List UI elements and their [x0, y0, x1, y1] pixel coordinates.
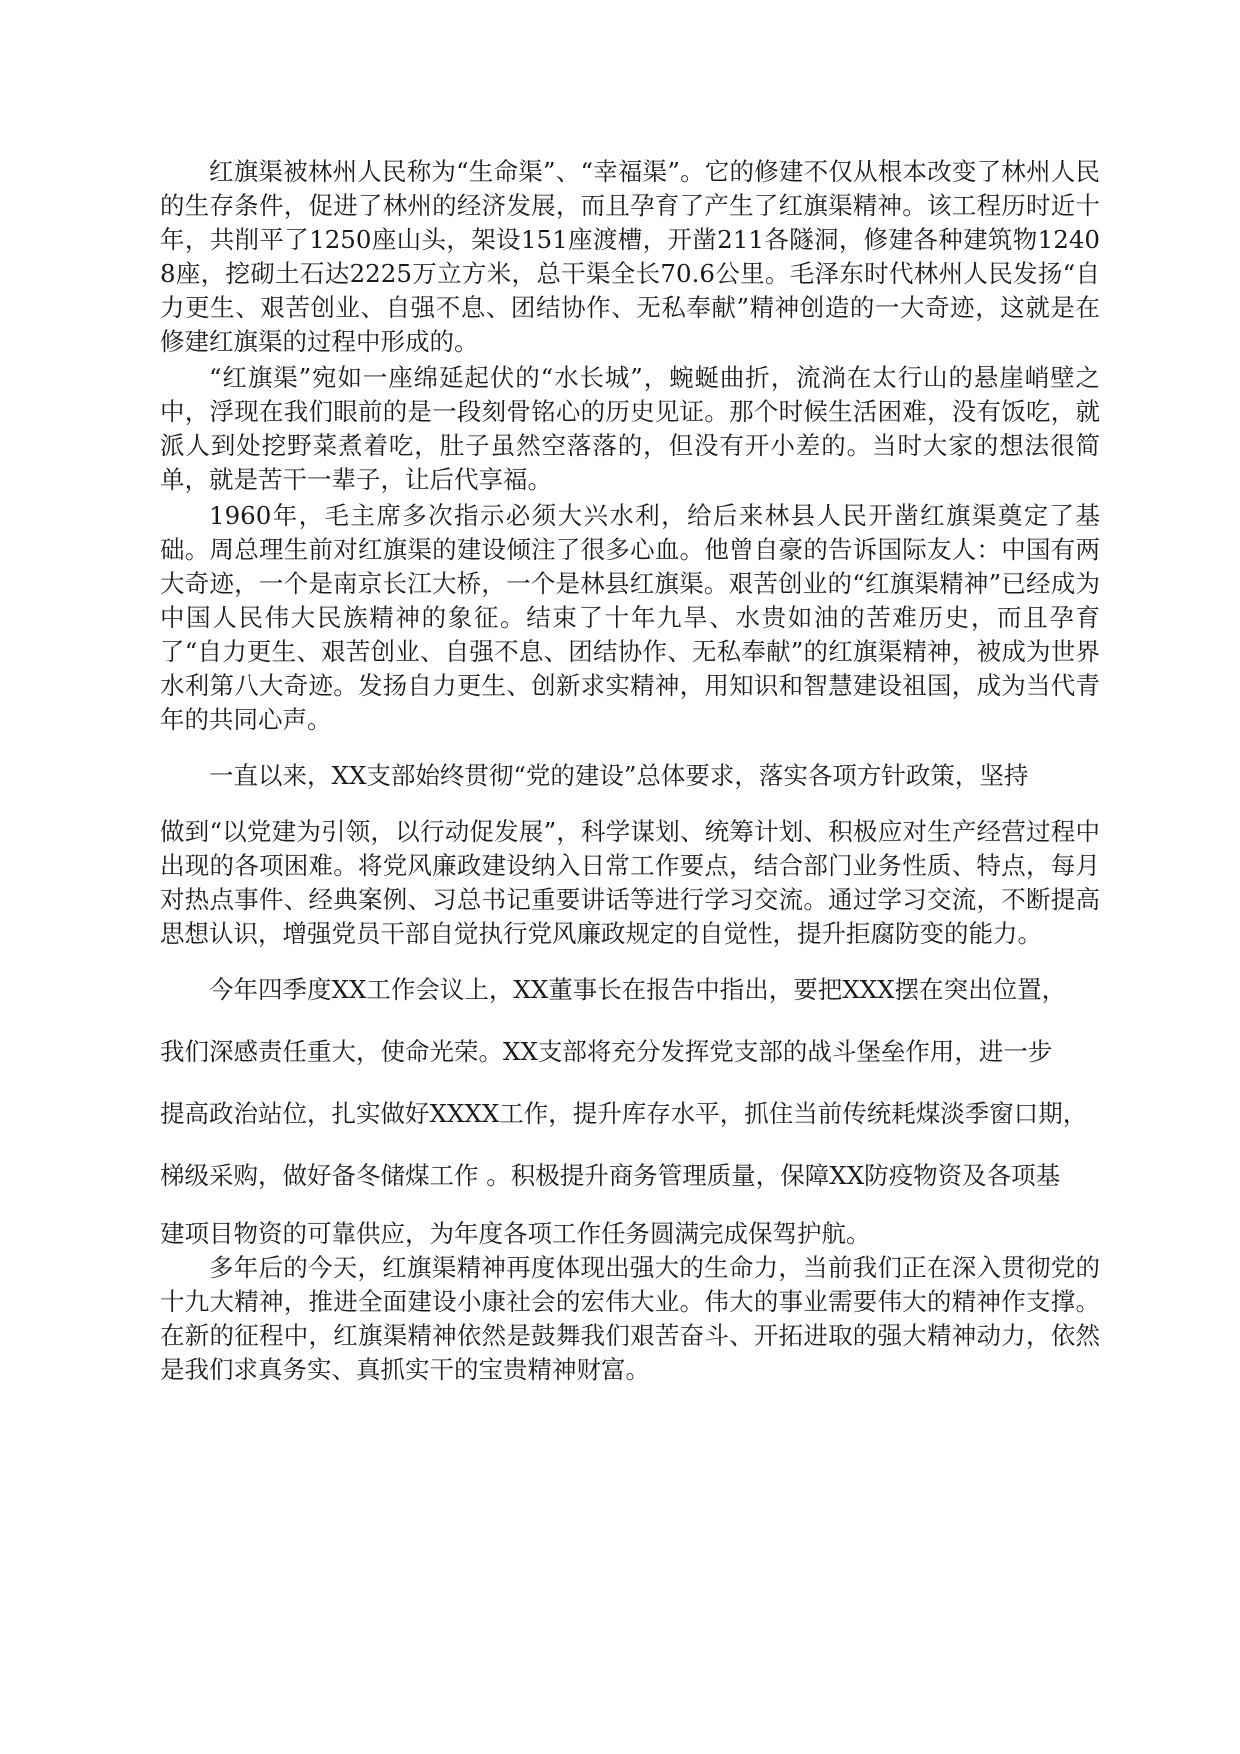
paragraph-1960-history: 1960年，毛主席多次指示必须大兴水利，给后来林县人民开凿红旗渠奠定了基础。周总理生前对红旗渠的建设倾注了很多心血。他曾自豪的告诉国际友人：中国有两大奇迹，一个是南京长江大桥，一个是林县红旗渠。艰苦创业的“红旗渠精神”已经成为中国人民伟大民族精神的象征。结束了十年九旱、水贵如油的苦难历史，而且孕育了“自力更生、艰苦创业、自强不息、团结协作、无私奉献”的红旗渠精神，被成为世界水利第八大奇迹。发扬自力更生、创新求实精神，用知识和智慧建设祖国，成为当代青年的共同心声。	[160, 501, 1100, 734]
paragraph-closing: 多年后的今天，红旗渠精神再度体现出强大的生命力，当前我们正在深入贯彻党的十九大精神，推进全面建设小康社会的宏伟大业。伟大的事业需要伟大的精神作支撑。在新的征程中，红旗渠精神依然是鼓舞我们艰苦奋斗、开拓进取的强大精神动力，依然是我们求真务实、真抓实干的宝贵精神财富。	[160, 1253, 1100, 1384]
paragraph-water-great-wall: “红旗渠”宛如一座绵延起伏的“水长城”，蜿蜒曲折，流淌在太行山的悬崖峭壁之中，浮现在我们眼前的是一段刻骨铭心的历史见证。那个时候生活困难，没有饭吃，就派人到处挖野菜煮着吃，肚子虽然空落落的，但没有开小差的。当时大家的想法很简单，就是苦干一辈子，让后代享福。	[160, 363, 1100, 494]
paragraph-q4-meeting-line-5: 建项目物资的可靠供应，为年度各项工作任务圆满完成保驾护航。	[160, 1219, 871, 1248]
document-body	[160, 155, 1100, 1387]
paragraph-q4-meeting-line-1: 今年四季度XX工作会议上，XX董事长在报告中指出，要把XXX摆在突出位置，	[209, 975, 1067, 1004]
paragraph-q4-meeting-line-2: 我们深感责任重大，使命光荣。XX支部将充分发挥党支部的战斗堡垒作用，进一步	[160, 1037, 1053, 1066]
paragraph-branch-work: 做到“以党建为引领，以行动促发展”，科学谋划、统筹计划、积极应对生产经营过程中出现的各项困难。将党风廉政建设纳入日常工作要点，结合部门业务性质、特点，每月对热点事件、经典案例、习总书记重要讲话等进行学习交流。通过学习交流，不断提高思想认识，增强党员干部自觉执行党风廉政规定的自觉性，提升拒腐防变的能力。	[160, 817, 1100, 948]
paragraph-branch-intro-line: 一直以来，XX支部始终贯彻“党的建设”总体要求，落实各项方针政策，坚持	[209, 761, 1029, 790]
paragraph-honqiqu-intro: 红旗渠被林州人民称为“生命渠”、“幸福渠”。它的修建不仅从根本改变了林州人民的生存条件，促进了林州的经济发展，而且孕育了产生了红旗渠精神。该工程历时近十年，共削平了1250座山头，架设151座渡槽，开凿211各隧洞，修建各种建筑物12408座，挖砌土石达2225万立方米，总干渠全长70.6公里。毛泽东时代林州人民发扬“自力更生、艰苦创业、自强不息、团结协作、无私奉献”精神创造的一大奇迹，这就是在修建红旗渠的过程中形成的。	[160, 157, 1100, 356]
paragraph-q4-meeting-line-4: 梯级采购，做好备冬储煤工作 。积极提升商务管理质量，保障XX防疫物资及各项基	[160, 1161, 1061, 1190]
paragraph-q4-meeting-line-3: 提高政治站位，扎实做好XXXX工作，提升库存水平，抓住当前传统耗煤淡季窗口期，	[160, 1099, 1088, 1128]
